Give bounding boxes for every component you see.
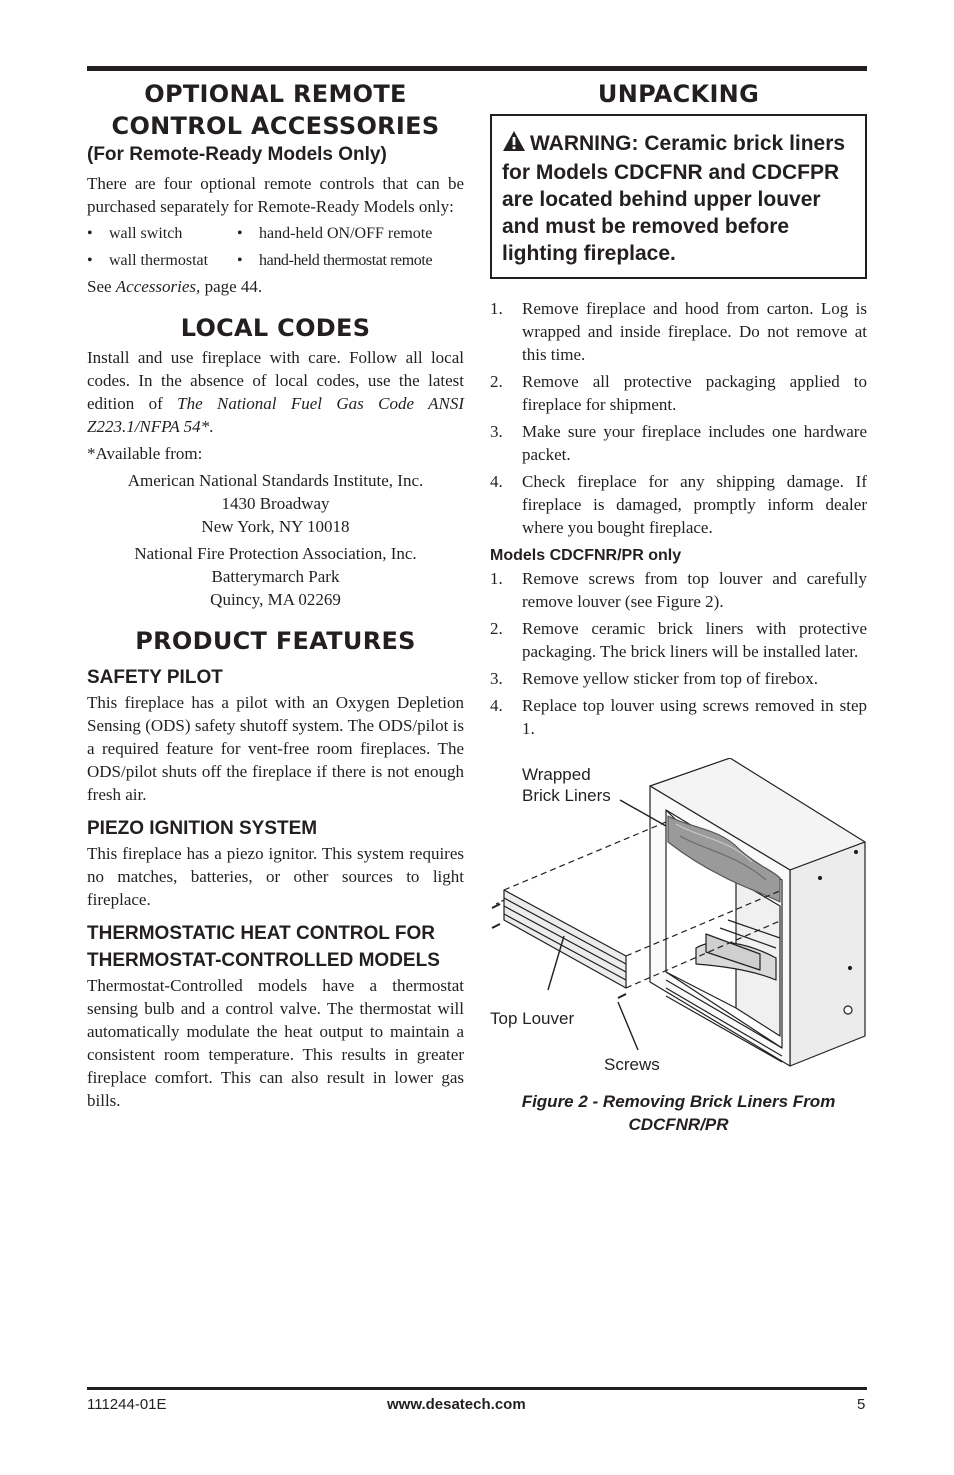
page-number: 5 xyxy=(857,1396,866,1413)
doc-number: 111244-01E xyxy=(87,1396,167,1413)
warning-text: WARNING: Ceramic brick liners for Models CDCFNR and CDCFPR are located behind upper louver and must be removed before lighting fireplace. xyxy=(502,132,846,265)
remote-title xyxy=(87,78,464,142)
models-heading: Models CDCFNR/PR only xyxy=(490,547,682,564)
step-number: 3. xyxy=(490,422,503,441)
address-line: Quincy, MA 02269 xyxy=(210,590,341,609)
accessories-reference xyxy=(87,275,464,298)
list-item xyxy=(490,567,867,613)
wrapped-label: Wrapped xyxy=(522,765,591,784)
step-text: Remove screws from top louver and carefully remove louver (see Figure 2). xyxy=(522,569,867,611)
remote-intro: There are four optional remote controls that can be purchased separately for Remote-Ready Models only: xyxy=(87,174,464,216)
safety-pilot-heading: SAFETY PILOT xyxy=(87,667,223,688)
bullet-item: hand-held ON/OFF remote xyxy=(259,225,433,242)
bullet-item: wall thermostat xyxy=(109,252,209,269)
ansi-address xyxy=(87,469,464,538)
step-text: Make sure your fireplace includes one hardware packet. xyxy=(522,422,867,464)
step-text: Remove ceramic brick liners with protective packaging. The brick liners will be installed later. xyxy=(522,619,867,661)
step-text: Check fireplace for any shipping damage. If fireplace is damaged, promptly inform dealer where you bought fireplace. xyxy=(522,472,867,537)
local-codes-body xyxy=(87,346,464,438)
address-line: American National Standards Institute, Inc. xyxy=(127,471,424,490)
figure-2 xyxy=(490,758,867,1078)
list-item xyxy=(490,694,867,740)
address-line: National Fire Protection Association, Inc. xyxy=(134,544,417,563)
local-codes-period: . xyxy=(209,417,214,436)
see-suffix: page 44. xyxy=(200,277,263,296)
step-number: 3. xyxy=(490,669,503,688)
list-item xyxy=(490,420,867,466)
left-column xyxy=(87,78,464,1112)
top-rule xyxy=(87,66,867,71)
caption-line1: Figure 2 - Removing Brick Liners From xyxy=(521,1092,836,1111)
safety-pilot-body: This fireplace has a pilot with an Oxygen Depletion Sensing (ODS) safety shutoff system. The ODS/pilot is a required feature for vent-free room fireplaces. The ODS/pilot shuts off the fireplace if there is not enough fresh air. xyxy=(87,693,464,804)
screws-label: Screws xyxy=(604,1055,660,1074)
brick-liners-label: Brick Liners xyxy=(522,786,611,805)
product-features-title: PRODUCT FEATURES xyxy=(135,627,416,655)
figure-caption xyxy=(490,1090,867,1136)
remote-title-line1: OPTIONAL REMOTE xyxy=(144,80,407,108)
available-from: *Available from: xyxy=(87,444,203,463)
website-link[interactable]: www.desatech.com xyxy=(387,1396,526,1413)
local-codes-title: LOCAL CODES xyxy=(180,314,371,342)
warning-triangle-icon xyxy=(502,130,526,159)
warning-box xyxy=(490,114,867,279)
model-steps xyxy=(490,567,867,740)
step-number: 2. xyxy=(490,619,503,638)
step-number: 4. xyxy=(490,472,503,491)
list-item xyxy=(490,370,867,416)
top-louver-label: Top Louver xyxy=(490,1009,575,1028)
local-codes-text: Install and use fireplace with care. Follow all local codes. In the absence of local codes, use the latest edition of xyxy=(87,348,464,413)
remote-title-line2: CONTROL ACCESSORIES xyxy=(111,112,440,140)
step-text: Remove yellow sticker from top of firebox. xyxy=(522,669,819,688)
list-item xyxy=(490,617,867,663)
bullet-item: hand-held thermostat remote xyxy=(259,252,433,269)
fireplace-illustration xyxy=(490,758,867,1078)
unpacking-title: UNPACKING xyxy=(597,80,760,108)
step-text: Replace top louver using screws removed in step 1. xyxy=(522,696,867,738)
bottom-rule xyxy=(87,1387,867,1390)
fuel-gas-code-title: The National Fuel Gas Code ANSI Z223.1/NFPA 54* xyxy=(87,394,464,436)
thermostatic-heading: THERMOSTATIC HEAT CONTROL FOR THERMOSTAT-CONTROLLED MODELS xyxy=(87,923,440,971)
step-number: 1. xyxy=(490,569,503,588)
remote-subtitle: (For Remote-Ready Models Only) xyxy=(87,144,387,165)
list-item xyxy=(490,667,867,690)
accessories-link[interactable]: Accessories, xyxy=(115,277,201,296)
nfpa-address xyxy=(87,542,464,611)
list-item xyxy=(490,297,867,366)
address-line: 1430 Broadway xyxy=(221,494,330,513)
list-item xyxy=(490,470,867,539)
step-number: 2. xyxy=(490,372,503,391)
piezo-body: This fireplace has a piezo ignitor. This system requires no matches, batteries, or other sources to light fireplace. xyxy=(87,844,464,909)
step-number: 4. xyxy=(490,696,503,715)
address-line: Batterymarch Park xyxy=(211,567,340,586)
see-prefix: See xyxy=(87,277,116,296)
bullet-item: wall switch xyxy=(109,225,183,242)
piezo-heading: PIEZO IGNITION SYSTEM xyxy=(87,818,318,839)
remote-bullet-list: • wall switch • hand-held ON/OFF remote • wall thermostat • hand-held thermostat remote xyxy=(87,220,464,274)
right-column xyxy=(490,78,867,1136)
caption-line2: CDCFNR/PR xyxy=(628,1115,729,1134)
unpacking-steps xyxy=(490,297,867,539)
step-text: Remove all protective packaging applied to fireplace for shipment. xyxy=(522,372,867,414)
step-text: Remove fireplace and hood from carton. Log is wrapped and inside fireplace. Do not remove at this time. xyxy=(522,299,867,364)
step-number: 1. xyxy=(490,299,503,318)
address-line: New York, NY 10018 xyxy=(201,517,350,536)
thermostatic-body: Thermostat-Controlled models have a thermostat sensing bulb and a control valve. The thermostat will automatically modulate the heat output to maintain a consistent room temperature. This results in greater fireplace comfort. This can also result in lower gas bills. xyxy=(87,976,464,1110)
